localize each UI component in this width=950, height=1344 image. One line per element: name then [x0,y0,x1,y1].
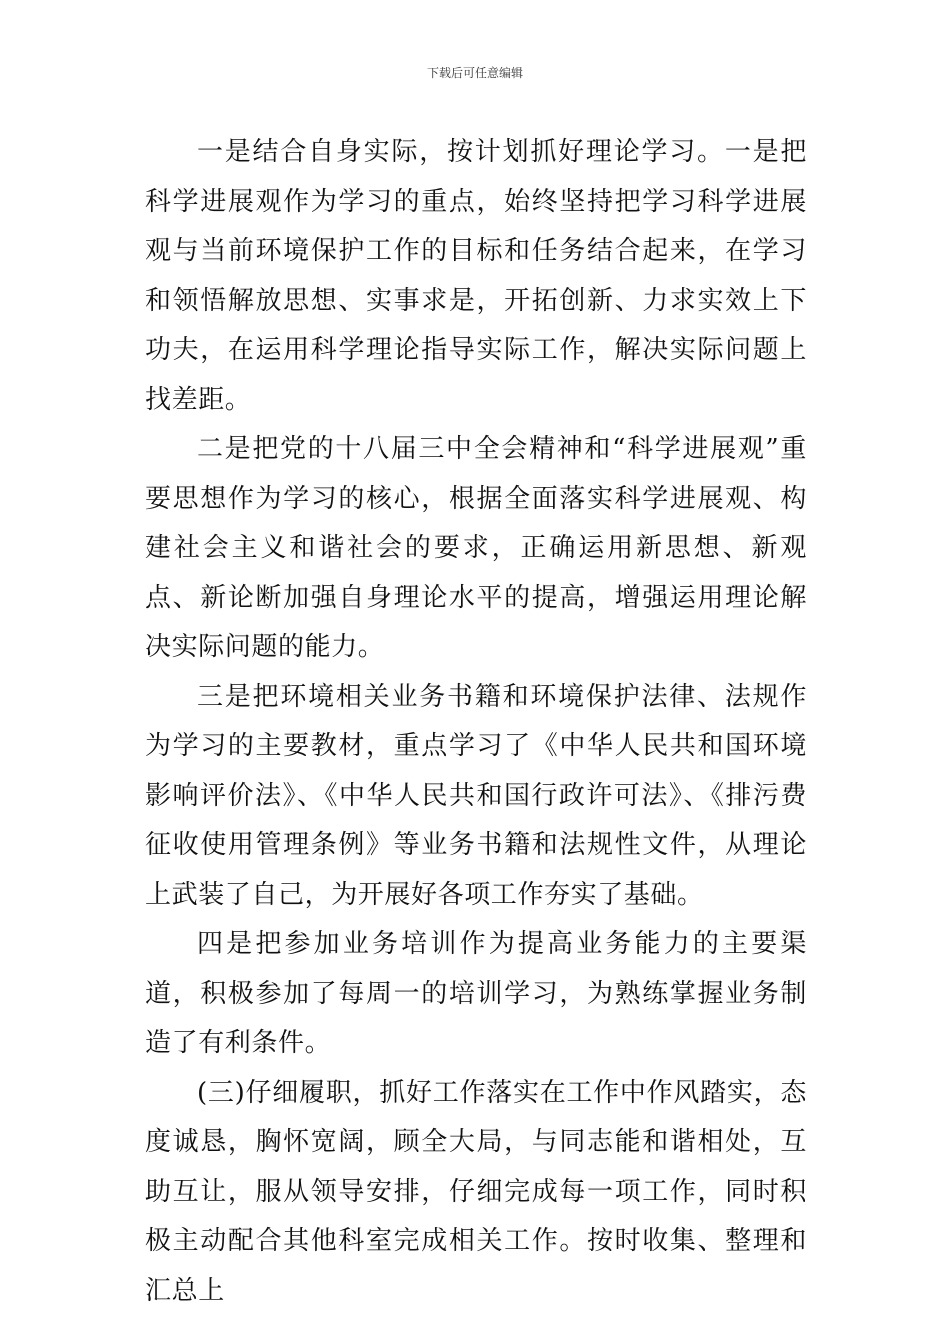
page-header: 下载后可任意编辑 [426,66,523,80]
paragraph-work-implementation: (三)仔细履职，抓好工作落实在工作中作风踏实，态度诚恳，胸怀宽阔，顾全大局，与同志能和谐相处，互助互让，服从领导安排，仔细完成每一项工作，同时积极主动配合其他科室完成相关工作。按时收集、整理和汇总上 [145,1077,807,1306]
paragraph-core-spirit: 二是把党的十八届三中全会精神和“科学进展观”重要思想作为学习的核心，根据全面落实科学进展观、构建社会主义和谐社会的要求，正确运用新思想、新观点、新论断加强自身理论水平的提高，增强运用理论解决实际问题的能力。 [145,434,807,662]
document-body [145,128,807,1316]
paragraph-business-training: 四是把参加业务培训作为提高业务能力的主要渠道，积极参加了每周一的培训学习，为熟练掌握业务制造了有利条件。 [145,929,807,1058]
paragraph-study-materials: 三是把环境相关业务书籍和环境保护法律、法规作为学习的主要教材，重点学习了《中华人民共和国环境影响评价法》、《中华人民共和国行政许可法》、《排污费征收使用管理条例》等业务书籍和法规性文件，从理论上武装了自己，为开展好各项工作夯实了基础。 [145,681,807,910]
paragraph-theory-study: 一是结合自身实际，按计划抓好理论学习。一是把科学进展观作为学习的重点，始终坚持把学习科学进展观与当前环境保护工作的目标和任务结合起来，在学习和领悟解放思想、实事求是，开拓创新、力求实效上下功夫，在运用科学理论指导实际工作，解决实际问题上找差距。 [145,137,807,415]
